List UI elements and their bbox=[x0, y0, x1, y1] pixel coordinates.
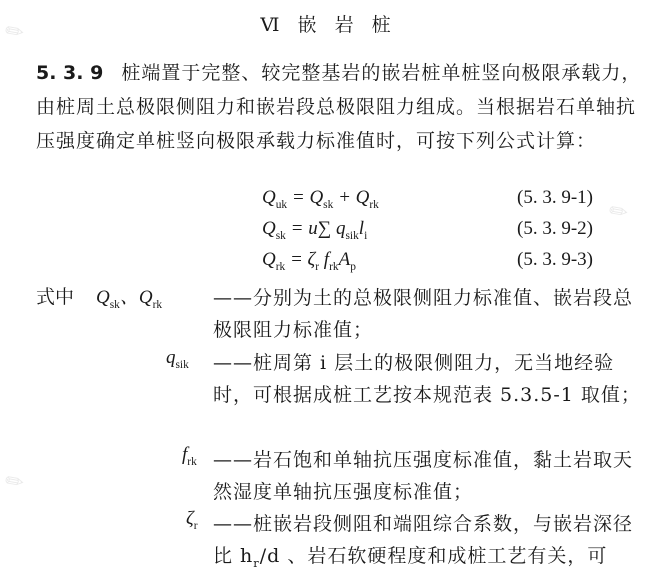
definition-3-symbol: $f_{rk}$ bbox=[182, 444, 197, 468]
definition-3-text: ——岩石饱和单轴抗压强度标准值，黏土岩取天然湿度单轴抗压强度标准值； bbox=[213, 449, 634, 503]
equation-1-number: (5. 3. 9-1) bbox=[517, 187, 593, 208]
equation-1-formula: $Q_{uk} = Q_{sk} + Q_{rk}$ bbox=[262, 187, 379, 211]
definitions-lead: 式中 bbox=[36, 286, 75, 308]
definition-1-symbol: $Q_{sk}$、$Q_{rk}$ bbox=[96, 287, 163, 311]
definition-4-symbol: $\zeta_r$ bbox=[186, 508, 198, 532]
section-title: Ⅵ 嵌 岩 桩 bbox=[260, 14, 397, 36]
equation-3-formula: $Q_{rk} = \zeta_r$ $f_{rk}A_p$ bbox=[262, 249, 356, 273]
watermark-left-top: ✎ bbox=[0, 16, 30, 49]
definition-1-text: ——分别为土的总极限侧阻力标准值、嵌岩段总极限阻力标准值； bbox=[213, 287, 634, 341]
equation-2 bbox=[0, 218, 657, 248]
clause-paragraph bbox=[36, 56, 646, 158]
clause-text: 桩端置于完整、较完整基岩的嵌岩桩单桩竖向极限承载力，由桩周土总极限侧阻力和嵌岩段总极限阻力组成。当根据岩石单轴抗压强度确定单桩竖向极限承载力标准值时，可按下列公式计算： bbox=[36, 62, 642, 152]
definition-2-symbol: $q_{sik}$ bbox=[166, 347, 189, 371]
definition-2-text: ——桩周第 i 层土的极限侧阻力，无当地经验时，可根据成桩工艺按本规范表 5.3.5-1 取值； bbox=[213, 352, 641, 406]
equation-2-number: (5. 3. 9-2) bbox=[517, 218, 593, 239]
equation-3-number: (5. 3. 9-3) bbox=[517, 249, 593, 270]
equation-2-formula: $Q_{sk} = u\sum$ $q_{sik}l_i$ bbox=[262, 218, 368, 242]
definition-4-text: ——桩嵌岩段侧阻和端阻综合系数，与嵌岩深径比 $h_r/d$ 、岩石软硬程度和成桩工艺有关，可 bbox=[213, 513, 634, 570]
clause-number: 5. 3. 9 bbox=[36, 62, 104, 84]
watermark-left-bottom: ✎ bbox=[0, 466, 30, 499]
equation-3 bbox=[0, 249, 657, 279]
watermark-right: ✎ bbox=[604, 196, 634, 229]
equation-1 bbox=[0, 187, 657, 217]
